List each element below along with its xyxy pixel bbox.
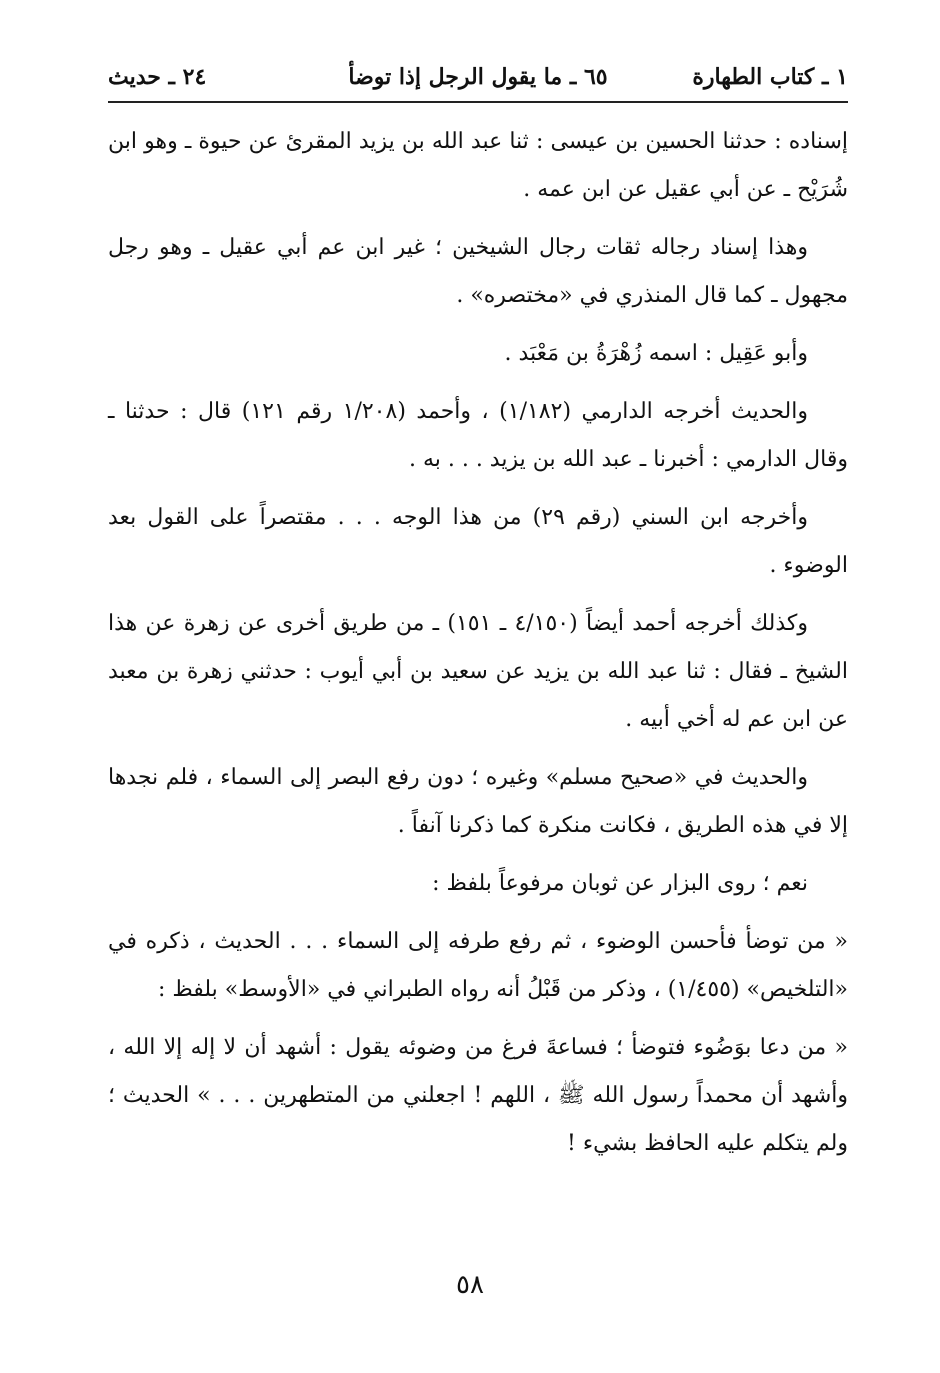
paragraph-quote-talkhis: « من توضأ فأحسن الوضوء ، ثم رفع طرفه إلى السماء . . . الحديث ، ذكره في «التلخيص» (١/٤٥٥) ، وذكر من قَبْلُ أنه رواه الطبراني في «الأوسط» بلفظ : bbox=[108, 929, 848, 1002]
paragraph-ahmad-other-route: وكذلك أخرجه أحمد أيضاً (٤/١٥٠ ـ ١٥١) ـ من طريق أخرى عن زهرة عن هذا الشيخ ـ فقال : ثنا عبد الله بن يزيد عن سعيد بن أبي أيوب : حدثني زهرة بن معبد عن ابن عم له أخي أبيه . bbox=[108, 611, 848, 732]
paragraph-isnad: إسناده : حدثنا الحسين بن عيسى : ثنا عبد الله بن يزيد المقرئ عن حيوة ـ وهو ابن شُرَيْح ـ عن أبي عقيل عن ابن عمه . bbox=[108, 129, 848, 202]
paragraph-darimi-ahmad: والحديث أخرجه الدارمي (١/١٨٢) ، وأحمد (١/٢٠٨ رقم ١٢١) قال : حدثنا ـ وقال الدارمي : أخبرنا ـ عبد الله بن يزيد . . . به . bbox=[108, 399, 848, 472]
paragraph-bazzar: نعم ؛ روى البزار عن ثوبان مرفوعاً بلفظ : bbox=[432, 871, 808, 896]
body-text bbox=[108, 118, 848, 1178]
paragraph-narrator-name: وأبو عَقِيل : اسمه زُهْرَةُ بن مَعْبَد . bbox=[504, 341, 808, 366]
section-title: ٦٥ ـ ما يقول الرجل إذا توضأ bbox=[348, 64, 608, 90]
page-number: ٥٨ bbox=[456, 1270, 484, 1300]
paragraph-quote-tabarani: « من دعا بوَضُوء فتوضأ ؛ فساعةَ فرغ من وضوئه يقول : أشهد أن لا إله إلا الله ، وأشهد أن محمداً رسول الله ﷺ ، اللهم ! اجعلني من المتطهرين . . . » الحديث ؛ ولم يتكلم عليه الحافظ بشيء ! bbox=[108, 1035, 848, 1156]
paragraph-sahih-muslim: والحديث في «صحيح مسلم» وغيره ؛ دون رفع البصر إلى السماء ، فلم نجدها إلا في هذه الطريق ، فكانت منكرة كما ذكرنا آنفاً . bbox=[108, 765, 848, 838]
paragraph-isnad-grading: وهذا إسناد رجاله ثقات رجال الشيخين ؛ غير ابن عم أبي عقيل ـ وهو رجل مجهول ـ كما قال المنذري في «مختصره» . bbox=[108, 235, 848, 308]
paragraph-ibn-sunni: وأخرجه ابن السني (رقم ٢٩) من هذا الوجه . . . مقتصراً على القول بعد الوضوء . bbox=[108, 505, 848, 578]
chapter-title: ١ ـ كتاب الطهارة bbox=[692, 64, 848, 90]
running-header bbox=[108, 58, 848, 98]
hadith-number: ٢٤ ـ حديث bbox=[108, 64, 207, 90]
header-divider bbox=[108, 101, 848, 103]
